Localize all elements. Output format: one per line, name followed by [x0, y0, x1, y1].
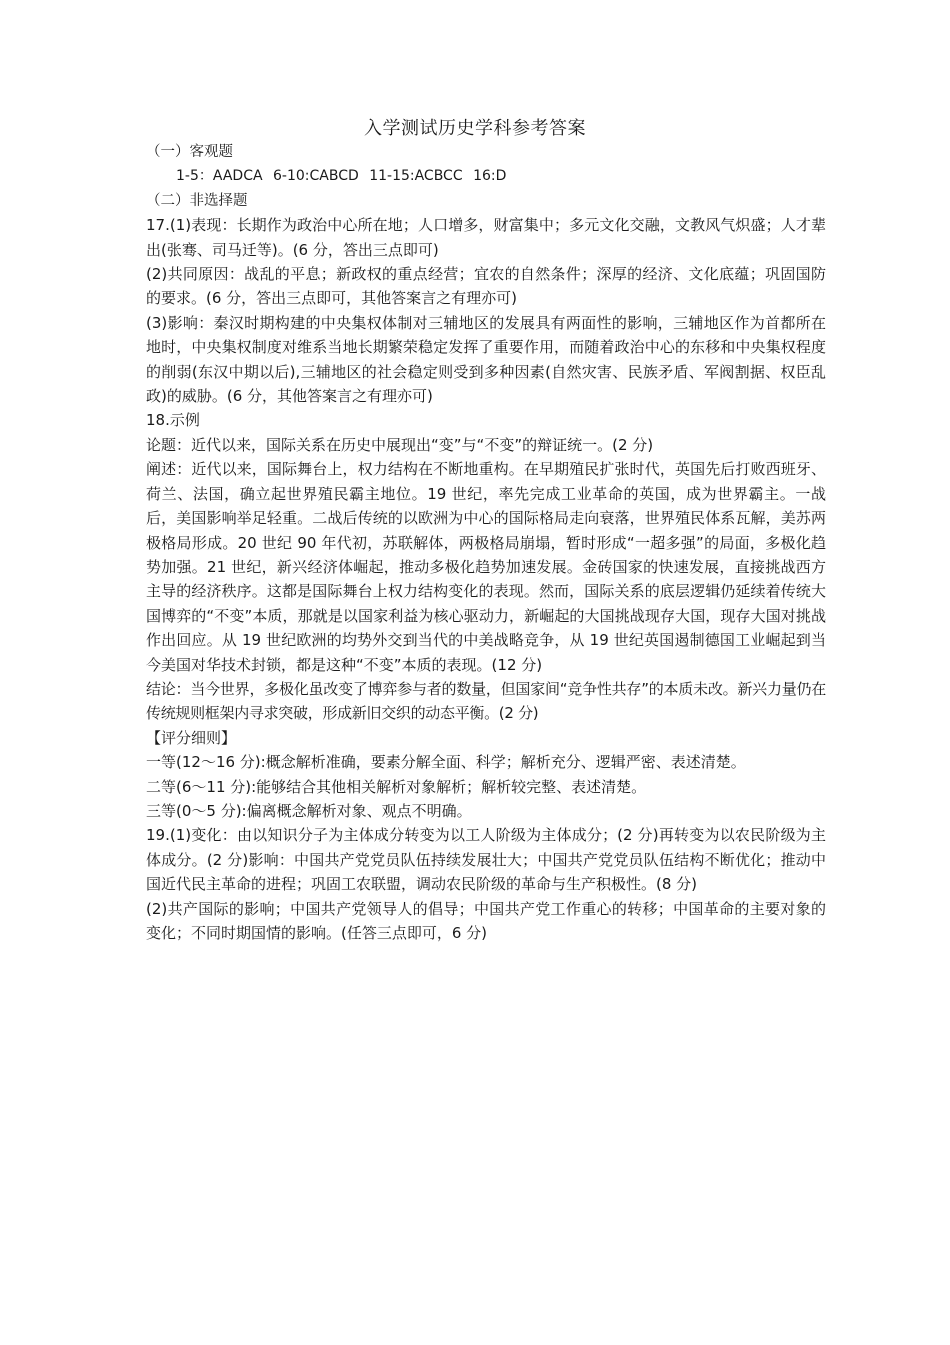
q17-part1: 17.(1)表现：长期作为政治中心所在地；人口增多，财富集中；多元文化交融，文教风气炽盛；人才辈出(张骞、司马迁等)。(6 分，答出三点即可) [146, 216, 826, 259]
q17-part3: (3)影响：秦汉时期构建的中央集权体制对三辅地区的发展具有两面性的影响，三辅地区作为首都所在地时，中央集权制度对维系当地长期繁荣稳定发挥了重要作用，而随着政治中心的东移和中央集权程度的削弱(东汉中期以后),三辅地区的社会稳定则受到多种因素(自然灾害、民族矛盾、军阀割据、权臣乱政)的威胁。(6 分，其他答案言之有理亦可) [146, 313, 826, 406]
objective-answers: 1-5：AADCA 6-10:CABCD 11-15:ACBCC 16:D [176, 168, 507, 185]
q18-argument: 阐述：近代以来，国际舞台上，权力结构在不断地重构。在早期殖民扩张时代，英国先后打败西班牙、荷兰、法国，确立起世界殖民霸主地位。19 世纪，率先完成工业革命的英国，成为世界霸主。一战后，美国影响举足轻重。二战后传统的以欧洲为中心的国际格局走向衰落，世界殖民体系瓦解，美苏两极格局形成。20 世纪 90 年代初，苏联解体，两极格局崩塌，暂时形成“一超多强”的局面，多极化趋势加强。21 世纪，新兴经济体崛起，推动多极化趋势加速发展。金砖国家的快速发展，直接挑战西方主导的经济秩序。这都是国际舞台上权力结构变化的表现。然而，国际关系的底层逻辑仍延续着传统大国博弈的“不变”本质，那就是以国家利益为核心驱动力，新崛起的大国挑战现存大国，现存大国对挑战作出回应。从 19 世纪欧洲的均势外交到当代的中美战略竞争，从 19 世纪英国遏制德国工业崛起到当今美国对华技术封锁，都是这种“不变”本质的表现。(12 分) [146, 460, 826, 674]
objective-section-heading: （一）客观题 [146, 144, 233, 160]
q19-part1: 19.(1)变化：由以知识分子为主体成分转变为以工人阶级为主体成分；(2 分)再转变为以农民阶级为主体成分。(2 分)影响：中国共产党党员队伍持续发展壮大；中国共产党党员队伍结构不断优化；推动中国近代民主革命的进程；巩固工农联盟，调动农民阶级的革命与生产积极性。(8 分) [146, 826, 826, 894]
q18-label: 18.示例 [146, 411, 200, 430]
q18-conclusion: 结论：当今世界，多极化虽改变了博弈参与者的数量，但国家间“竞争性共存”的本质未改。新兴力量仍在传统规则框架内寻求突破，形成新旧交织的动态平衡。(2 分) [146, 679, 826, 723]
q18-thesis: 论题：近代以来，国际关系在历史中展现出“变”与“不变”的辩证统一。(2 分) [146, 435, 654, 454]
q18-rubric-level-2: 二等(6～11 分):能够结合其他相关解析对象解析；解析较完整、表述清楚。 [146, 777, 647, 796]
q17-part2: (2)共同原因：战乱的平息；新政权的重点经营；宜农的自然条件；深厚的经济、文化底蕴；巩固国防的要求。(6 分，答出三点即可，其他答案言之有理亦可) [146, 265, 826, 308]
document-body [146, 140, 826, 945]
q18-rubric-heading: 【评分细则】 [146, 728, 237, 747]
document-title: 入学测试历史学科参考答案 [364, 118, 586, 139]
q19-part2: (2)共产国际的影响；中国共产党领导人的倡导；中国共产党工作重心的转移；中国革命的主要对象的变化；不同时期国情的影响。(任答三点即可，6 分) [146, 899, 826, 942]
subjective-section-heading: （二）非选择题 [146, 192, 248, 209]
q18-rubric-level-1: 一等(12～16 分):概念解析准确，要素分解全面、科学；解析充分、逻辑严密、表述清楚。 [146, 753, 746, 772]
q18-rubric-level-3: 三等(0～5 分):偏离概念解析对象、观点不明确。 [146, 801, 472, 820]
